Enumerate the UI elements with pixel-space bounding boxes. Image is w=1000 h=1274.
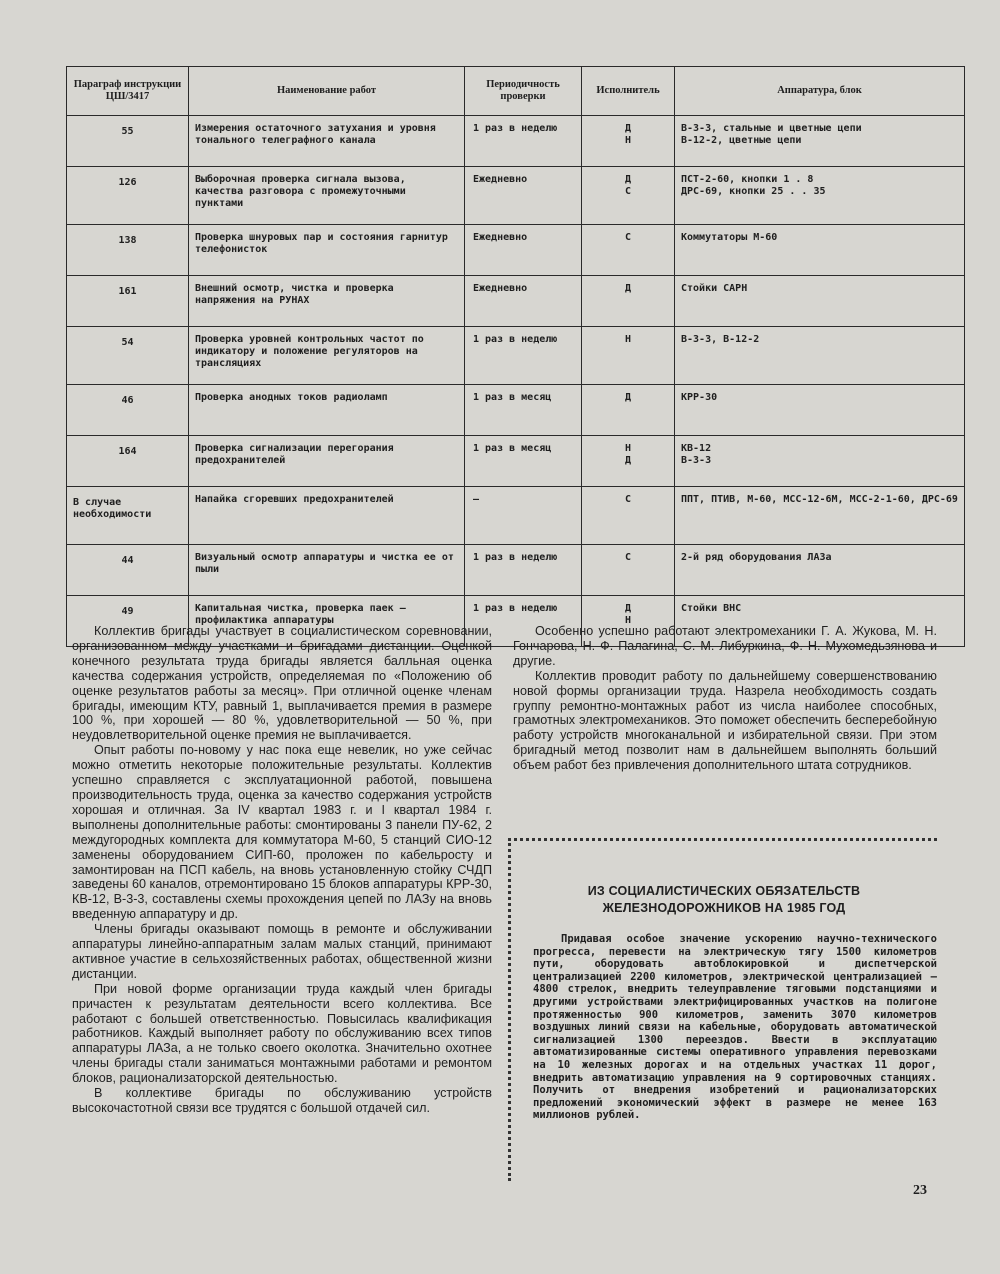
cell-period: Ежедневно [465,276,582,327]
right-column [513,624,937,773]
cell-executor: С [582,545,675,596]
cell-equipment: Стойки САРН [675,276,965,327]
cell-work-name: Проверка анодных токов радиоламп [189,385,465,436]
cell-work-name: Измерения остаточного затухания и уровня тонального телеграфного канала [189,116,465,167]
header-period: Периодичность проверки [465,67,582,116]
paragraph: В коллективе бригады по обслуживанию устройств высокочастотной связи все трудятся с большой отдачей сил. [72,1086,492,1115]
table-row [67,327,965,385]
paragraph: Коллектив бригады участвует в социалистическом соревновании, организованном между участками и бригадами дистанции. Оценкой конечного результата труда бригады является балльная оценка качества содержания устройств, определяемая по «Положению об оценке результатов работы за месяц». При отличной оценке членам бригады, имеющим КТУ, равный 1, выплачивается премия в размере 100 %, при хорошей — 80 %, удовлетворительной — 50 %, при неудовлетворительной оценке премия не выплачивается. [72,624,492,743]
paragraph: Опыт работы по-новому у нас пока еще невелик, но уже сейчас можно отметить некоторые положительные результаты. Коллектив успешно справляется с эксплуатационной работой, повышена производительность труда, оценка за качество содержания устройств хорошая и отличная. За IV квартал 1983 г. и I квартал 1984 г. выполнены дополнительные работы: смонтированы 3 панели ПУ-62, 2 междугородных комплекта для коммутатора М-60, 5 станций СИО-12 заменены оборудованием СИП-60, проложен по кабельросту и замонтирован на ПСП кабель, на вновь установленную стойку СЧДП заведены 60 каналов, отремонтировано 15 блоков аппаратуры КРР-30, КВ-12, В-3-3, составлены схемы прохождения цепей по ЛАЗу на вновь введенную аппаратуру и др. [72,743,492,922]
cell-equipment: ПСТ-2-60, кнопки 1 . 8 ДРС-69, кнопки 25 . . 35 [675,167,965,225]
cell-equipment: 2-й ряд оборудования ЛАЗа [675,545,965,596]
cell-equipment: Коммутаторы М-60 [675,225,965,276]
cell-executor: Д [582,276,675,327]
table-row [67,436,965,487]
cell-period: — [465,487,582,545]
table-row [67,167,965,225]
cell-period: 1 раз в месяц [465,385,582,436]
header-equipment: Аппаратура, блок [675,67,965,116]
cell-work-name: Выборочная проверка сигнала вызова, качества разговора с промежуточными пунктами [189,167,465,225]
cell-work-name: Капитальная чистка, проверка паек — профилактика аппаратуры [189,596,465,647]
obligations-box [508,838,937,1181]
cell-period: Ежедневно [465,225,582,276]
header-paragraph: Параграф инструкции ЦШ/3417 [67,67,189,116]
page-number: 23 [913,1183,927,1198]
cell-period: 1 раз в неделю [465,116,582,167]
cell-period: Ежедневно [465,167,582,225]
obligations-paragraph: Придавая особое значение ускорению научно-технического прогресса, перевести на электрическую тягу 1500 километров пути, оборудовать автоблокировкой и диспетчерской централизацией 2200 километров, электрической централизацией — 4800 стрелок, внедрить телеуправление тяговыми подстанциями и другими устройствами электрифицированных участков на полигоне протяженностью 900 километров, заменить 3070 километров воздушных линий связи на кабельные, оборудовать автоматической сигнализацией 1300 переездов. Ввести в эксплуатацию автоматизированные системы оперативного управления перевозками на 10 железных дорогах и на отдельных участках 11 дорог, внедрить автоматизацию управления на 9 сортировочных станциях. Получить от внедрения изобретений и рационализаторских предложений экономический эффект в размере не менее 163 миллионов рублей. [533,933,937,1122]
cell-paragraph: 55 [67,116,189,167]
paragraph: Коллектив проводит работу по дальнейшему совершенствованию новой формы организации труда. Назрела необходимость создать группу ремонтно-монтажных работ из числа наиболее способных, грамотных электромехаников. Это поможет обеспечить бесперебойную работу устройств многоканальной и избирательной связи. При этом бригадный метод позволит нам в дальнейшем выполнять больший объем работ без привлечения дополнительного штата сотрудников. [513,668,937,773]
cell-executor: Д [582,385,675,436]
cell-equipment: В-3-3, стальные и цветные цепи В-12-2, цветные цепи [675,116,965,167]
table-row [67,385,965,436]
obligations-title-line: ИЗ СОЦИАЛИСТИЧЕСКИХ ОБЯЗАТЕЛЬСТВ [587,884,861,898]
paragraph: Члены бригады оказывают помощь в ремонте и обслуживании аппаратуры линейно-аппаратным залам малых станций, принимают активное участие в сельхозяйственных работах, общественной жизни дистанции. [72,922,492,981]
table-row [67,276,965,327]
cell-work-name: Напайка сгоревших предохранителей [189,487,465,545]
cell-work-name: Внешний осмотр, чистка и проверка напряжения на РУНАХ [189,276,465,327]
cell-period: 1 раз в неделю [465,596,582,647]
cell-equipment: Стойки ВНС [675,596,965,647]
cell-executor: Д Н [582,116,675,167]
cell-paragraph: В случае необходимости [67,487,189,545]
cell-paragraph: 44 [67,545,189,596]
cell-period: 1 раз в неделю [465,545,582,596]
cell-equipment: В-3-3, В-12-2 [675,327,965,385]
table-header-row [67,67,965,116]
cell-period: 1 раз в неделю [465,327,582,385]
header-name: Наименование работ [189,67,465,116]
cell-work-name: Визуальный осмотр аппаратуры и чистка ее от пыли [189,545,465,596]
cell-paragraph: 46 [67,385,189,436]
table-row [67,116,965,167]
cell-executor: С [582,225,675,276]
cell-paragraph: 49 [67,596,189,647]
table-body [67,116,965,647]
cell-period: 1 раз в месяц [465,436,582,487]
obligations-title [511,883,937,917]
maintenance-table [66,66,965,647]
cell-paragraph: 164 [67,436,189,487]
left-column [72,624,492,1116]
cell-work-name: Проверка шнуровых пар и состояния гарнитур телефонисток [189,225,465,276]
obligations-title-line: ЖЕЛЕЗНОДОРОЖНИКОВ НА 1985 ГОД [602,901,846,915]
paragraph: Особенно успешно работают электромеханики Г. А. Жукова, М. Н. Гончарова, Н. Ф. Палагина, С. М. Либуркина, Ф. Н. Мухомедьзянова и другие. [513,624,937,668]
cell-equipment: КВ-12 В-3-3 [675,436,965,487]
cell-executor: Д С [582,167,675,225]
table-row [67,487,965,545]
cell-executor: Н [582,327,675,385]
obligations-text [533,933,937,1122]
cell-equipment: ППТ, ПТИВ, М-60, МСС-12-6М, МСС-2-1-60, ДРС-69 [675,487,965,545]
cell-paragraph: 54 [67,327,189,385]
cell-executor: Д Н [582,596,675,647]
cell-work-name: Проверка сигнализации перегорания предохранителей [189,436,465,487]
cell-executor: Н Д [582,436,675,487]
table-row [67,225,965,276]
cell-work-name: Проверка уровней контрольных частот по индикатору и положение регуляторов на трансляциях [189,327,465,385]
cell-equipment: КРР-30 [675,385,965,436]
cell-paragraph: 138 [67,225,189,276]
header-executor: Исполнитель [582,67,675,116]
cell-paragraph: 126 [67,167,189,225]
cell-paragraph: 161 [67,276,189,327]
cell-executor: С [582,487,675,545]
table-row [67,545,965,596]
paragraph: При новой форме организации труда каждый член бригады причастен к результатам деятельности всего коллектива. Все работают с большей ответственностью. Повысилась квалификация работников. Каждый выполняет работу по обслуживанию всех типов аппаратуры ЛАЗа, а не только своего околотка. Значительно охотнее члены бригады стали заниматься монтажными работами и ремонтом блоков, рационализаторской деятельностью. [72,981,492,1086]
